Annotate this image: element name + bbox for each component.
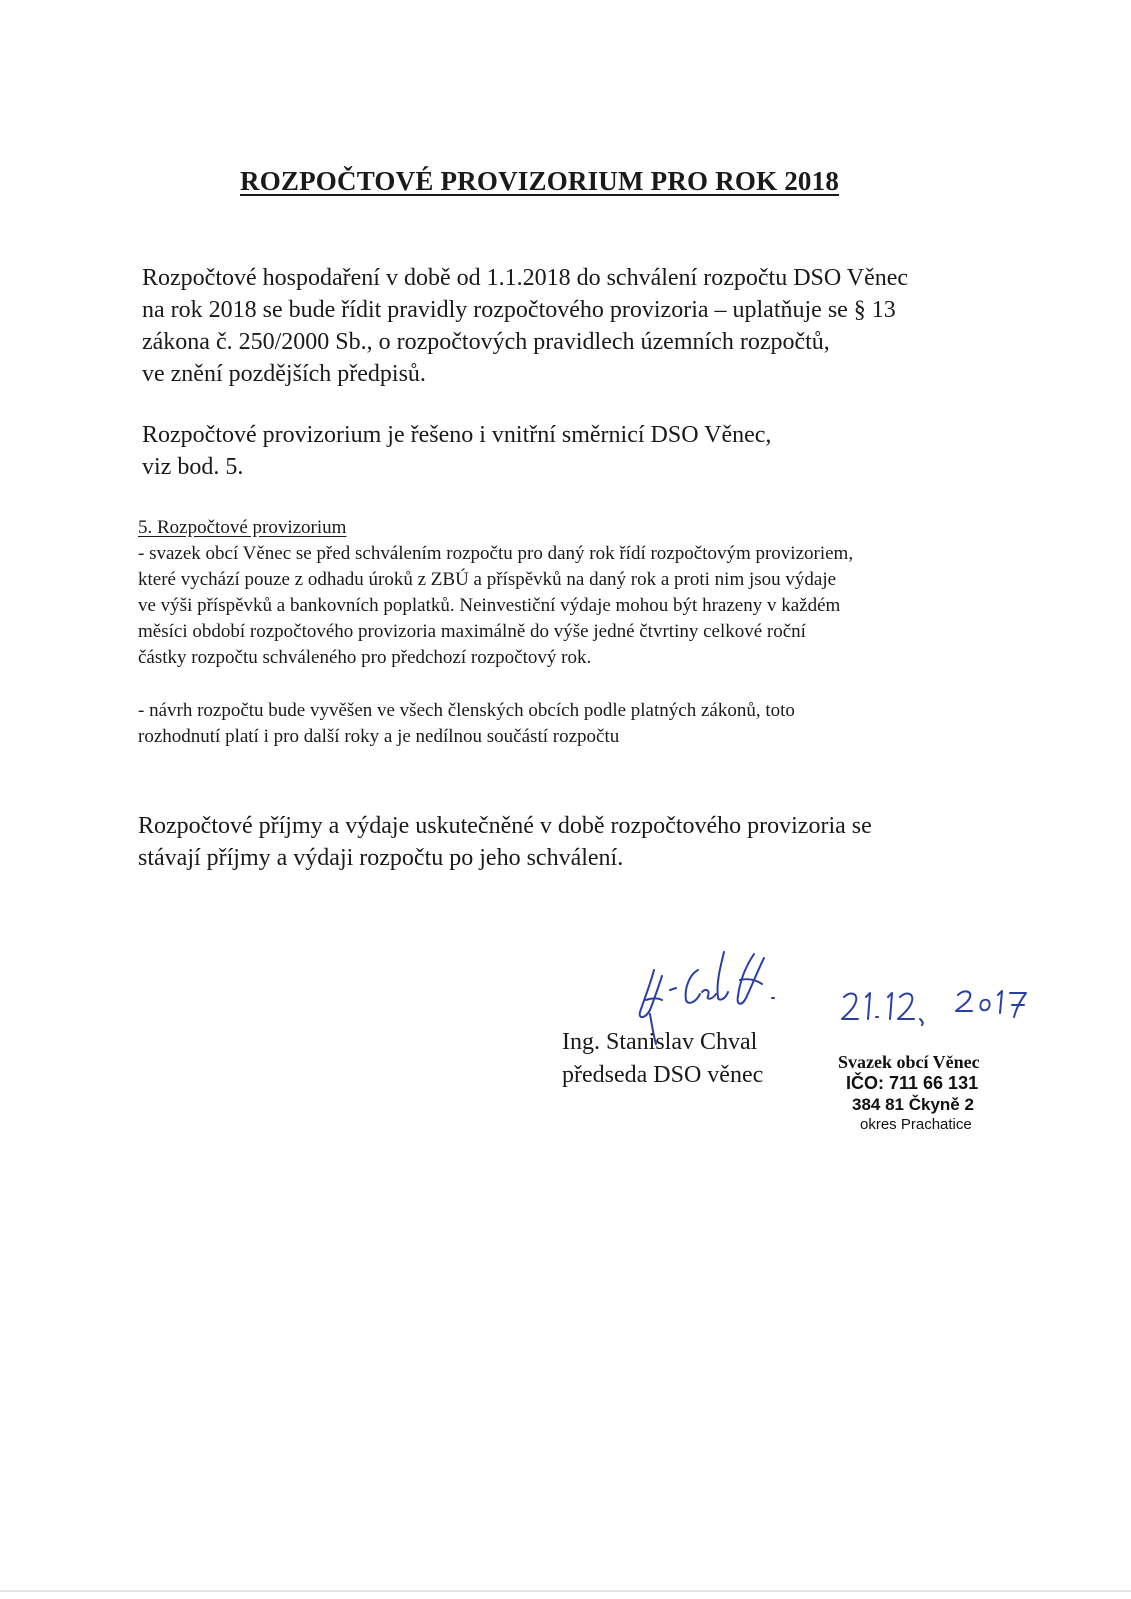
stamp-line-district: okres Prachatice [860,1116,972,1133]
signer-name: Ing. Stanislav Chval [562,1029,758,1055]
section-5-block-2 [138,698,1038,750]
paragraph-line: stávají příjmy a výdaji rozpočtu po jeho schválení. [138,845,624,871]
paragraph-line: Rozpočtové příjmy a výdaje uskutečněné v době rozpočtového provizoria se [138,813,872,839]
section-line: - návrh rozpočtu bude vyvěšen ve všech členských obcích podle platných zákonů, toto [138,700,795,721]
section-line: rozhodnutí platí i pro další roky a je nedílnou součástí rozpočtu [138,726,620,747]
paragraph-line: viz bod. 5. [142,454,244,480]
section-heading-text: 5. Rozpočtové provizorium [138,517,347,538]
paragraph-line: zákona č. 250/2000 Sb., o rozpočtových pravidlech územních rozpočtů, [142,329,830,355]
section-line: které vychází pouze z odhadu úroků z ZBÚ a příspěvků na daný rok a proti nim jsou výdaje [138,569,837,590]
section-5-block-1 [138,541,1038,671]
stamp-line-name: Svazek obcí Věnec [838,1052,980,1072]
section-5-heading [138,515,1038,541]
paragraph-internal-directive [142,419,1022,483]
section-line: ve výši příspěvků a bankovních poplatků. Neinvestiční výdaje mohou být hrazeny v každém [138,595,841,616]
paragraph-revenues-expenses [138,810,1038,874]
document-title: ROZPOČTOVÉ PROVIZORIUM PRO ROK 2018 [240,166,840,196]
section-line: měsíci období rozpočtového provizoria maximálně do výše jedné čtvrtiny celkové roční [138,621,806,642]
paragraph-budget-management [142,262,1022,390]
stamp-line-ico: IČO: 711 66 131 [846,1073,979,1093]
handwritten-date [838,985,1038,1030]
paragraph-line: Rozpočtové provizorium je řešeno i vnitřní směrnicí DSO Věnec, [142,422,772,448]
official-stamp [830,1052,1050,1134]
section-line: - svazek obcí Věnec se před schválením rozpočtu pro daný rok řídí rozpočtovým provizoriem, [138,543,854,564]
paragraph-line: Rozpočtové hospodaření v době od 1.1.2018 do schválení rozpočtu DSO Věnec [142,265,909,291]
stamp-line-address: 384 81 Čkyně 2 [852,1095,974,1114]
paragraph-line: na rok 2018 se bude řídit pravidly rozpočtového provizoria – uplatňuje se § 13 [142,297,896,323]
section-line: částky rozpočtu schváleného pro předchozí rozpočtový rok. [138,647,592,668]
signer-block [562,1026,763,1092]
page-bottom-edge [0,1590,1131,1592]
paragraph-line: ve znění pozdějších předpisů. [142,361,426,387]
signer-role: předseda DSO věnec [562,1062,764,1088]
